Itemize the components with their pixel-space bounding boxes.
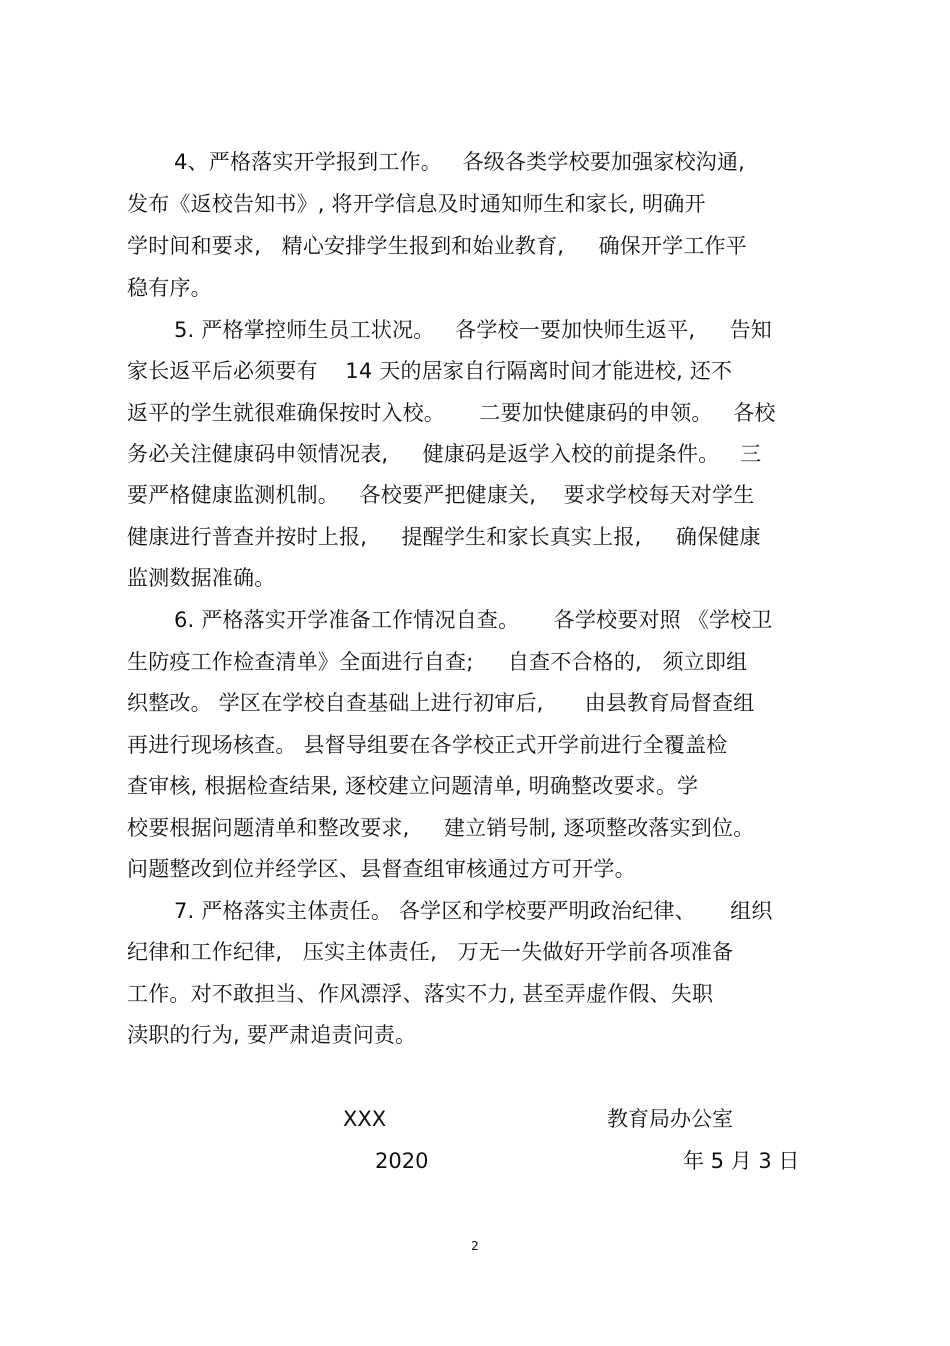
text-line: 务必关注健康码申领情况表, 健康码是返学入校的前提条件。 三 bbox=[127, 442, 762, 466]
text-line: 监测数据准确。 bbox=[127, 566, 276, 590]
signature-org-prefix: XXX bbox=[343, 1107, 387, 1131]
text-line: 工作。对不敢担当、作风漂浮、落实不力, 甚至弄虚作假、失职 bbox=[127, 982, 714, 1006]
text-line: 查审核, 根据检查结果, 逐校建立问题清单, 明确整改要求。学 bbox=[127, 774, 699, 798]
text-line: 5. 严格掌控师生员工状况。 各学校一要加快师生返平, 告知 bbox=[174, 318, 772, 342]
text-line: 稳有序。 bbox=[127, 276, 212, 300]
signature-org-name: 教育局办公室 bbox=[607, 1107, 733, 1131]
text-line: 纪律和工作纪律, 压实主体责任, 万无一失做好开学前各项准备 bbox=[127, 940, 734, 964]
text-line: 返平的学生就很难确保按时入校。 二要加快健康码的申领。 各校 bbox=[127, 401, 776, 425]
text-line: 发布《返校告知书》, 将开学信息及时通知师生和家长, 明确开 bbox=[127, 192, 706, 216]
text-line: 生防疫工作检查清单》全面进行自查; 自查不合格的, 须立即组 bbox=[127, 650, 748, 674]
text-line: 学时间和要求, 精心安排学生报到和始业教育, 确保开学工作平 bbox=[127, 234, 747, 258]
signature-year: 2020 bbox=[375, 1149, 429, 1173]
text-line: 再进行现场核查。 县督导组要在各学校正式开学前进行全覆盖检 bbox=[127, 733, 728, 757]
text-line: 6. 严格落实开学准备工作情况自查。 各学校要对照 《学校卫 bbox=[174, 608, 773, 632]
text-line: 家长返平后必须要有 14 天的居家自行隔离时间才能进校, 还不 bbox=[127, 359, 733, 383]
page-number: 2 bbox=[471, 1239, 479, 1253]
signature-date: 年 5 月 3 日 bbox=[683, 1149, 800, 1173]
text-line: 4、严格落实开学报到工作。 各级各类学校要加强家校沟通, bbox=[174, 150, 746, 174]
text-line: 校要根据问题清单和整改要求, 建立销号制, 逐项整改落实到位。 bbox=[127, 816, 755, 840]
text-line: 要严格健康监测机制。 各校要严把健康关, 要求学校每天对学生 bbox=[127, 483, 755, 507]
text-line: 织整改。 学区在学校自查基础上进行初审后, 由县教育局督查组 bbox=[127, 691, 755, 715]
text-line: 渎职的行为, 要严肃追责问责。 bbox=[127, 1023, 417, 1047]
text-line: 7. 严格落实主体责任。 各学区和学校要严明政治纪律、 组织 bbox=[174, 899, 773, 923]
text-line: 问题整改到位并经学区、县督查组审核通过方可开学。 bbox=[127, 857, 636, 881]
text-line: 健康进行普查并按时上报, 提醒学生和家长真实上报, 确保健康 bbox=[127, 525, 761, 549]
